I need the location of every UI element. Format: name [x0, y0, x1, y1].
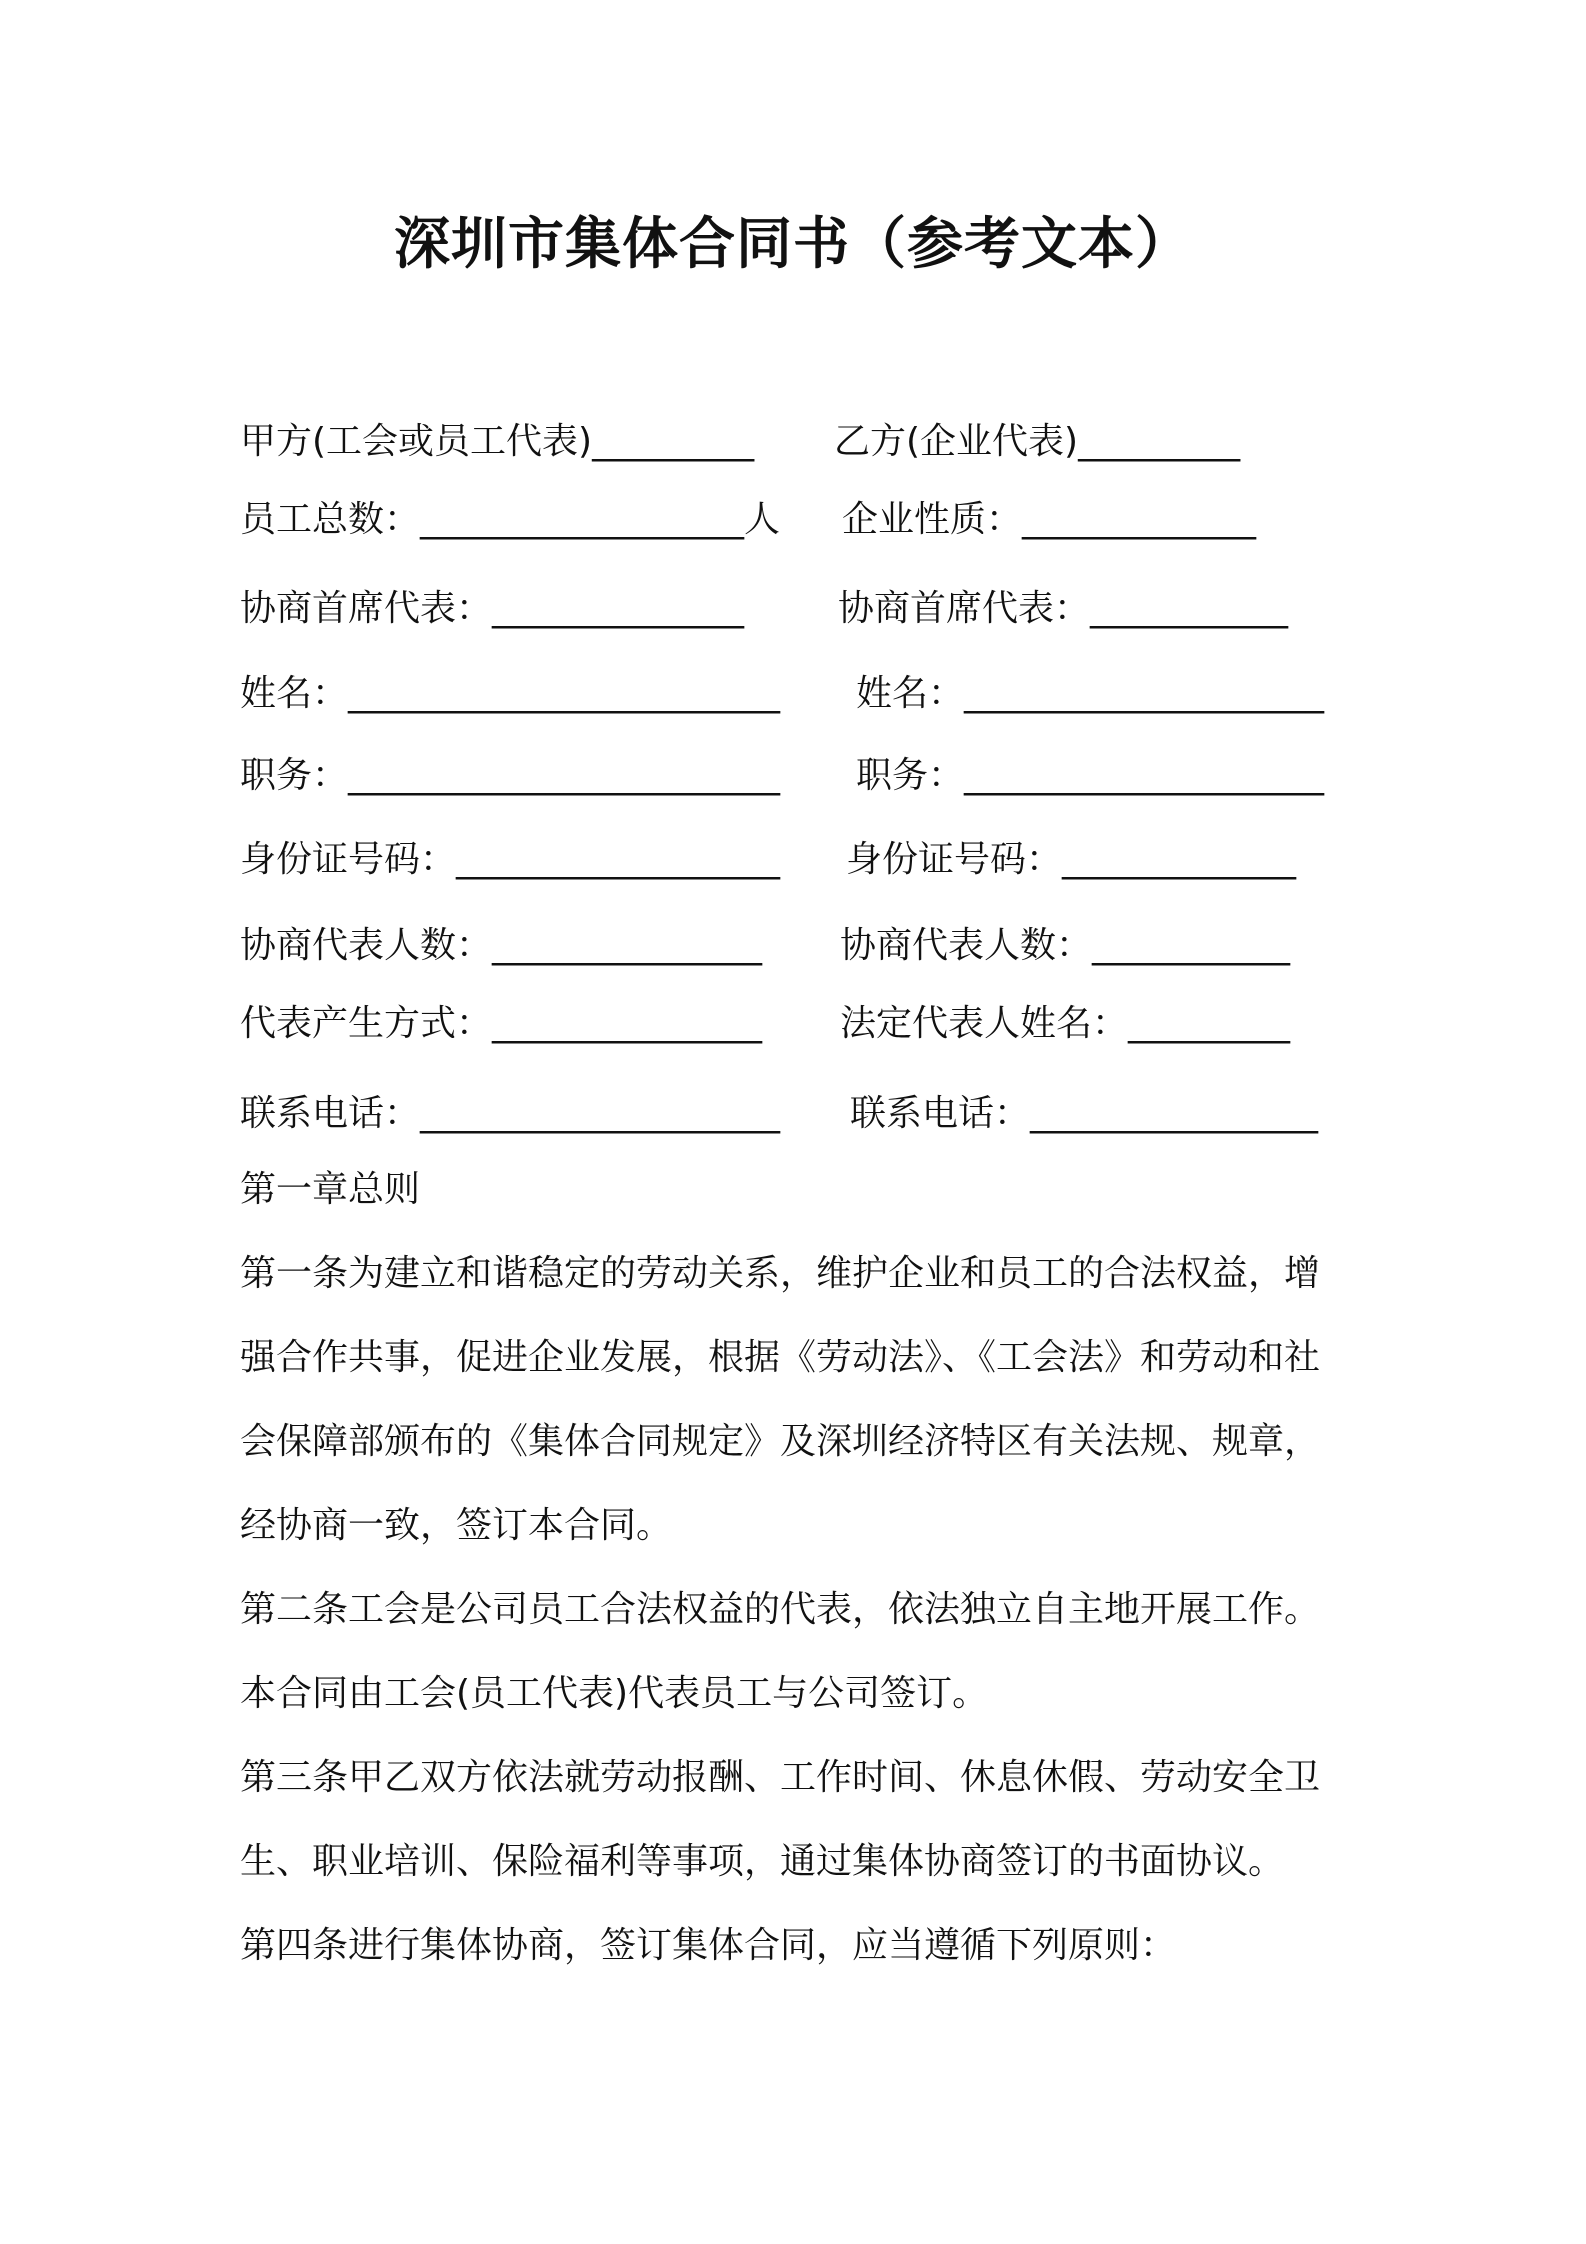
article-4-line-1: 第四条进行集体协商，签订集体合同，应当遵循下列原则： [240, 1925, 1177, 1966]
article-1-line-3: 会保障部颁布的《集体合同规定》及深圳经济特区有关法规、规章， [240, 1421, 1321, 1462]
employee-count-field: 员工总数：__________________人 [240, 499, 781, 540]
rep-count-b-field: 协商代表人数：___________ [840, 925, 1291, 966]
chief-rep-a-field: 协商首席代表：______________ [240, 588, 745, 629]
article-3-line-2: 生、职业培训、保险福利等事项，通过集体协商签订的书面协议。 [240, 1841, 1285, 1882]
position-b-field: 职务：____________________ [856, 755, 1325, 796]
phone-b-field: 联系电话：________________ [850, 1093, 1319, 1134]
article-1-line-2: 强合作共事，促进企业发展，根据《劳动法》、《工会法》和劳动和社 [240, 1337, 1321, 1378]
party-b-label: 乙方(企业代表)_________ [834, 421, 1241, 462]
article-3-line-1: 第三条甲乙双方依法就劳动报酬、工作时间、休息休假、劳动安全卫 [240, 1757, 1321, 1798]
phone-a-field: 联系电话：____________________ [240, 1093, 781, 1134]
article-1-line-4: 经协商一致，签订本合同。 [240, 1505, 673, 1546]
position-a-field: 职务：________________________ [240, 755, 781, 796]
article-2-line-2: 本合同由工会(员工代表)代表员工与公司签订。 [240, 1673, 989, 1714]
chief-rep-b-field: 协商首席代表：___________ [838, 588, 1289, 629]
article-2-line-1: 第二条工会是公司员工合法权益的代表，依法独立自主地开展工作。 [240, 1589, 1321, 1630]
rep-method-field: 代表产生方式：_______________ [240, 1003, 763, 1044]
id-number-b-field: 身份证号码：_____________ [846, 839, 1297, 880]
name-a-field: 姓名：________________________ [240, 673, 781, 714]
legal-rep-name-field: 法定代表人姓名：_________ [840, 1003, 1291, 1044]
rep-count-a-field: 协商代表人数：_______________ [240, 925, 763, 966]
enterprise-nature-field: 企业性质：_____________ [842, 499, 1257, 540]
document-title: 深圳市集体合同书（参考文本） [394, 212, 1192, 277]
article-1-line-1: 第一条为建立和谐稳定的劳动关系，维护企业和员工的合法权益，增 [240, 1253, 1321, 1294]
party-a-label: 甲方(工会或员工代表)_________ [240, 421, 755, 462]
chapter-heading: 第一章总则 [240, 1169, 421, 1210]
id-number-a-field: 身份证号码：__________________ [240, 839, 781, 880]
name-b-field: 姓名：____________________ [856, 673, 1325, 714]
